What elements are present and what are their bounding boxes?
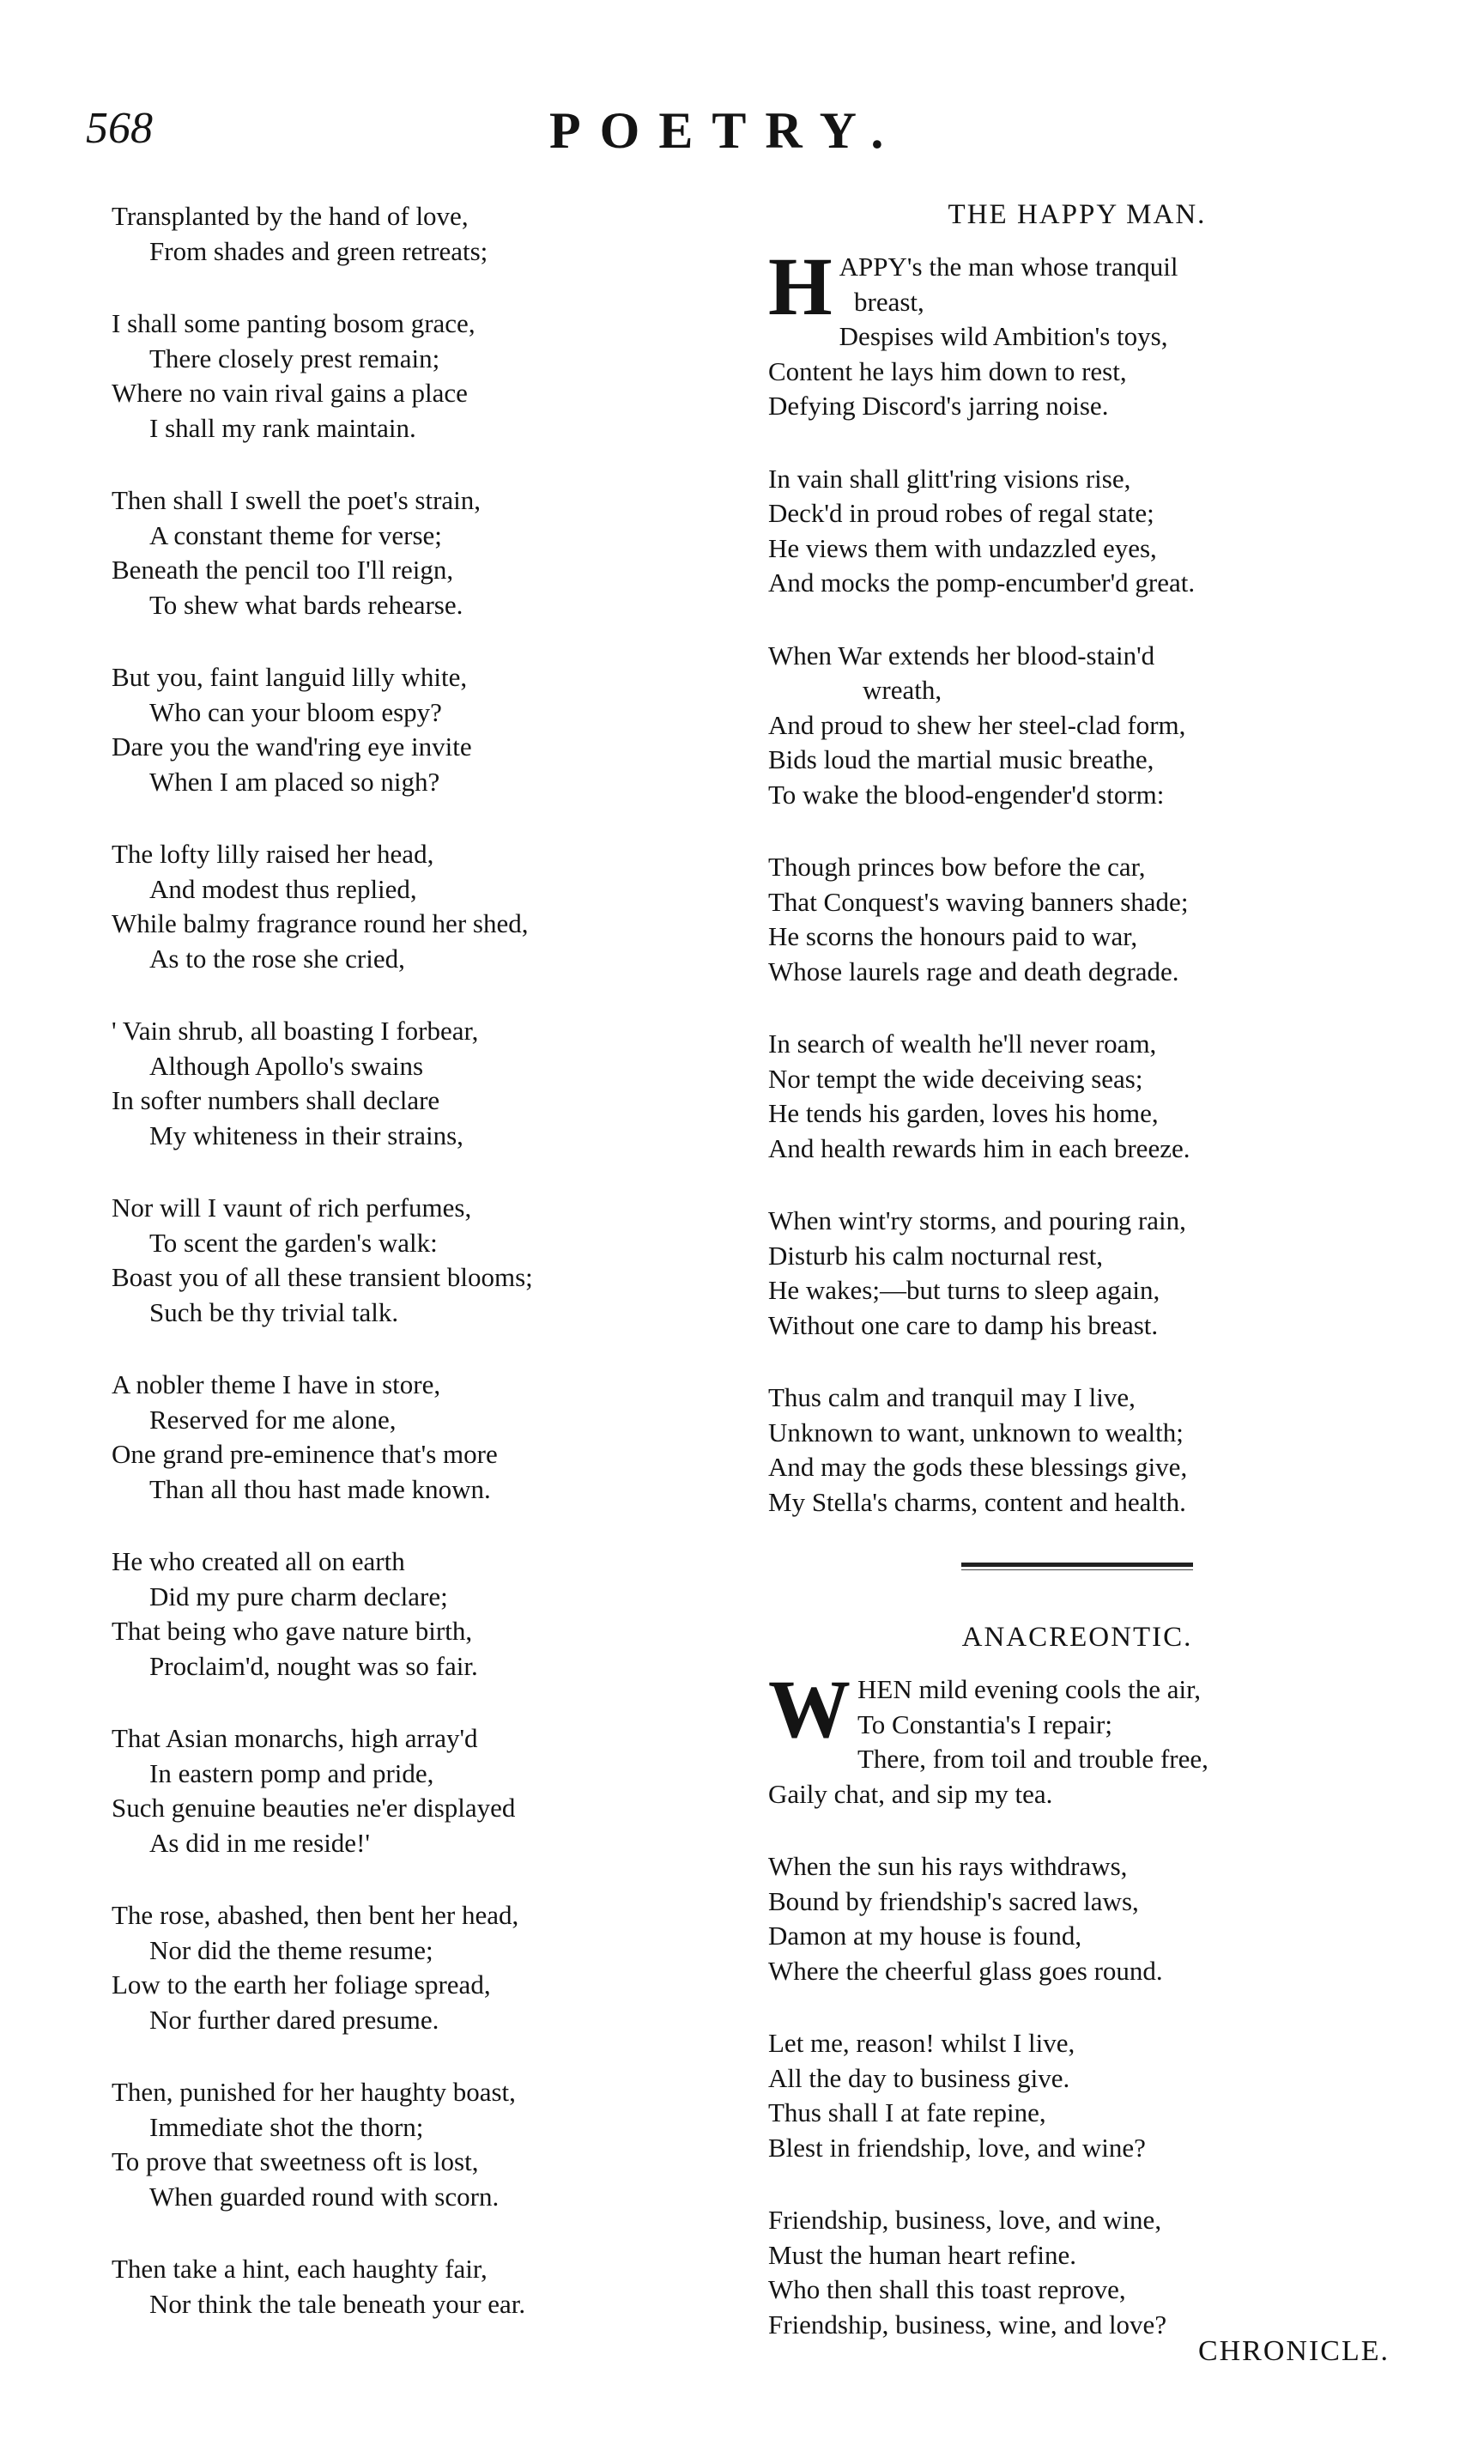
poem-line: He scorns the honours paid to war, (768, 921, 1138, 951)
poem-line: Although Apollo's swains (149, 1050, 424, 1081)
poem-line: Than all thou hast made known. (149, 1473, 491, 1504)
poem-line: Then take a hint, each haughty fair, (112, 2254, 488, 2284)
poem-line: Nor did the theme resume; (149, 1934, 433, 1965)
poem-line: Reserved for me alone, (149, 1404, 397, 1435)
poem-line: ' Vain shrub, all boasting I forbear, (112, 1016, 479, 1046)
poem-line: Friendship, business, love, and wine, (768, 2205, 1162, 2235)
stanza (768, 850, 1386, 989)
poem-line: HEN mild evening cools the air, (857, 1674, 1201, 1704)
poem-line: Low to the earth her foliage spread, (112, 1969, 491, 2000)
poem-line: Blest in friendship, love, and wine? (768, 2132, 1146, 2163)
poem-line: Such be thy trivial talk. (149, 1296, 399, 1327)
poem-title-anacreontic: ANACREONTIC. (961, 1622, 1193, 1653)
poem-line: He views them with undazzled eyes, (768, 532, 1157, 563)
poem-line: And mocks the pomp-encumber'd great. (768, 567, 1196, 598)
poem-line: Such genuine beauties ne'er displayed (112, 1793, 516, 1823)
poem-line: Nor think the tale beneath your ear. (149, 2288, 526, 2319)
poem-line: Friendship, business, wine, and love? (768, 2309, 1167, 2340)
poem-line: breast, (854, 286, 924, 317)
poem-line: Without one care to damp his breast. (768, 1309, 1159, 1340)
poem-line: wreath, (863, 675, 942, 705)
poem-line: Beneath the pencil too I'll reign, (112, 555, 454, 585)
stanza (112, 1545, 712, 1684)
poem-line: Damon at my house is found, (768, 1921, 1082, 1951)
stanza (768, 462, 1386, 601)
stanza (112, 483, 712, 622)
stanza (768, 1204, 1386, 1343)
stanza (112, 1014, 712, 1153)
poem-line: Must the human heart refine. (768, 2239, 1076, 2270)
stanza (112, 199, 712, 269)
poem-line: But you, faint languid lilly white, (112, 662, 468, 692)
poem-line: Who then shall this toast reprove, (768, 2274, 1126, 2304)
poem-line: And health rewards him in each breeze. (768, 1132, 1190, 1163)
poem-line: To scent the garden's walk: (149, 1227, 438, 1258)
poem-line: When the sun his rays withdraws, (768, 1851, 1128, 1881)
poem-line: Content he lays him down to rest, (768, 355, 1127, 386)
poem-line: And modest thus replied, (149, 873, 417, 904)
page-title: POETRY. (549, 102, 903, 159)
poem-line: He tends his garden, loves his home, (768, 1098, 1159, 1128)
poem-line: To Constantia's I repair; (857, 1708, 1112, 1739)
poem-line: Unknown to want, unknown to wealth; (768, 1417, 1184, 1447)
poem-line: One grand pre-eminence that's more (112, 1439, 498, 1469)
poem-line: To shew what bards rehearse. (149, 589, 463, 620)
poem-line: APPY's the man whose tranquil (839, 252, 1178, 282)
poem-line: Nor tempt the wide deceiving seas; (768, 1063, 1143, 1094)
poem-line: Thus shall I at fate repine, (768, 2097, 1046, 2127)
poem-line: Did my pure charm declare; (149, 1581, 448, 1611)
poem-line: Bound by friendship's sacred laws, (768, 1885, 1139, 1916)
poem-line: Whose laurels rage and death degrade. (768, 956, 1179, 986)
poem-line: Despises wild Ambition's toys, (839, 321, 1168, 351)
poem-line: That being who gave nature birth, (112, 1616, 473, 1646)
right-column (768, 199, 1386, 2380)
poem-line: Though princes bow before the car, (768, 852, 1146, 882)
page-number: 568 (86, 104, 153, 153)
poem-line: Thus calm and tranquil may I live, (768, 1382, 1136, 1412)
stanza (112, 306, 712, 446)
stanza (112, 1368, 712, 1507)
poem-line: Let me, reason! whilst I live, (768, 2028, 1075, 2058)
poem-line: I shall my rank maintain. (149, 412, 416, 443)
stanza (768, 1027, 1386, 1166)
stanza (112, 2075, 712, 2214)
poem-line: In search of wealth he'll never roam, (768, 1029, 1157, 1059)
poem-line: And proud to shew her steel-clad form, (768, 709, 1186, 740)
poem-line: As did in me reside!' (149, 1827, 370, 1858)
poem-line: He who created all on earth (112, 1546, 405, 1576)
poem-line: My Stella's charms, content and health. (768, 1486, 1186, 1517)
poem-line: Defying Discord's jarring noise. (768, 391, 1109, 421)
poem-stanzas (768, 1849, 1386, 2342)
stanza (768, 2203, 1386, 2342)
left-column (112, 199, 712, 2359)
poem-line: Where the cheerful glass goes round. (768, 1955, 1163, 1986)
stanza (112, 1721, 712, 1860)
poem-line: Nor further dared presume. (149, 2004, 439, 2035)
poem-line: He wakes;—but turns to sleep again, (768, 1275, 1160, 1305)
poem-line: The lofty lilly raised her head, (112, 839, 434, 869)
poem-line: Who can your bloom espy? (149, 696, 442, 727)
stanza (768, 1849, 1386, 1988)
poem-line: Proclaim'd, nought was so fair. (149, 1650, 478, 1681)
poem-line: Transplanted by the hand of love, (112, 201, 469, 231)
poem-line: There, from toil and trouble free, (857, 1744, 1208, 1774)
poem-line: That Asian monarchs, high array'd (112, 1723, 478, 1753)
poem-anacreontic (768, 1622, 1386, 2342)
poem-line: When wint'ry storms, and pouring rain, (768, 1205, 1186, 1235)
poem-line: Where no vain rival gains a place (112, 378, 468, 408)
poem-stanzas (768, 462, 1386, 1520)
poem-line: Immediate shot the thorn; (149, 2111, 424, 2142)
poem-line: That Conquest's waving banners shade; (768, 886, 1189, 917)
section-divider (961, 1563, 1193, 1570)
stanza (112, 2252, 712, 2321)
poem-line: While balmy fragrance round her shed, (112, 908, 529, 938)
stanza (768, 2026, 1386, 2165)
poem-line: In eastern pomp and pride, (149, 1757, 434, 1788)
poem-line: When I am placed so nigh? (149, 766, 440, 797)
stanza (112, 1191, 712, 1330)
poem-line: Deck'd in proud robes of regal state; (768, 498, 1154, 528)
poem-line: From shades and green retreats; (149, 235, 488, 266)
poem-line: Disturb his calm nocturnal rest, (768, 1240, 1103, 1271)
poem-line: A constant theme for verse; (149, 519, 442, 550)
drop-cap: H (768, 250, 833, 332)
poem-line: My whiteness in their strains, (149, 1120, 463, 1150)
stanza (768, 1381, 1386, 1520)
poem-line: In vain shall glitt'ring visions rise, (768, 463, 1131, 494)
poem-line: Bids loud the martial music breathe, (768, 744, 1154, 774)
poem-line: Boast you of all these transient blooms; (112, 1262, 533, 1292)
poem-the-happy-man (768, 199, 1386, 1520)
poem-line: A nobler theme I have in store, (112, 1369, 441, 1399)
catchword: CHRONICLE. (1197, 2335, 1390, 2367)
poem-line: To wake the blood-engender'd storm: (768, 779, 1165, 810)
stanza (112, 837, 712, 976)
poem-line: To prove that sweetness oft is lost, (112, 2146, 479, 2176)
poem-opening (768, 1672, 1386, 1812)
poem-line: Gaily chat, and sip my tea. (768, 1778, 1053, 1809)
stanza (768, 639, 1386, 813)
stanza (112, 1898, 712, 2037)
poem-line: In softer numbers shall declare (112, 1085, 440, 1115)
poem-line: There closely prest remain; (149, 343, 440, 373)
poem-line: When War extends her blood-stain'd (768, 640, 1155, 671)
poem-title-happy-man: THE HAPPY MAN. (948, 199, 1207, 230)
stanza (112, 660, 712, 799)
poem-line: As to the rose she cried, (149, 943, 405, 974)
poem-line: Dare you the wand'ring eye invite (112, 731, 472, 762)
poem-opening (768, 250, 1386, 424)
poem-line: All the day to business give. (768, 2062, 1070, 2093)
drop-cap: W (768, 1672, 851, 1755)
poem-line: And may the gods these blessings give, (768, 1452, 1188, 1482)
poem-line: I shall some panting bosom grace, (112, 308, 475, 338)
poem-line: Nor will I vaunt of rich perfumes, (112, 1193, 472, 1223)
poem-line: Then shall I swell the poet's strain, (112, 485, 482, 515)
poem-line: The rose, abashed, then bent her head, (112, 1900, 519, 1930)
poem-line: Then, punished for her haughty boast, (112, 2077, 516, 2107)
poem-line: When guarded round with scorn. (149, 2181, 500, 2212)
